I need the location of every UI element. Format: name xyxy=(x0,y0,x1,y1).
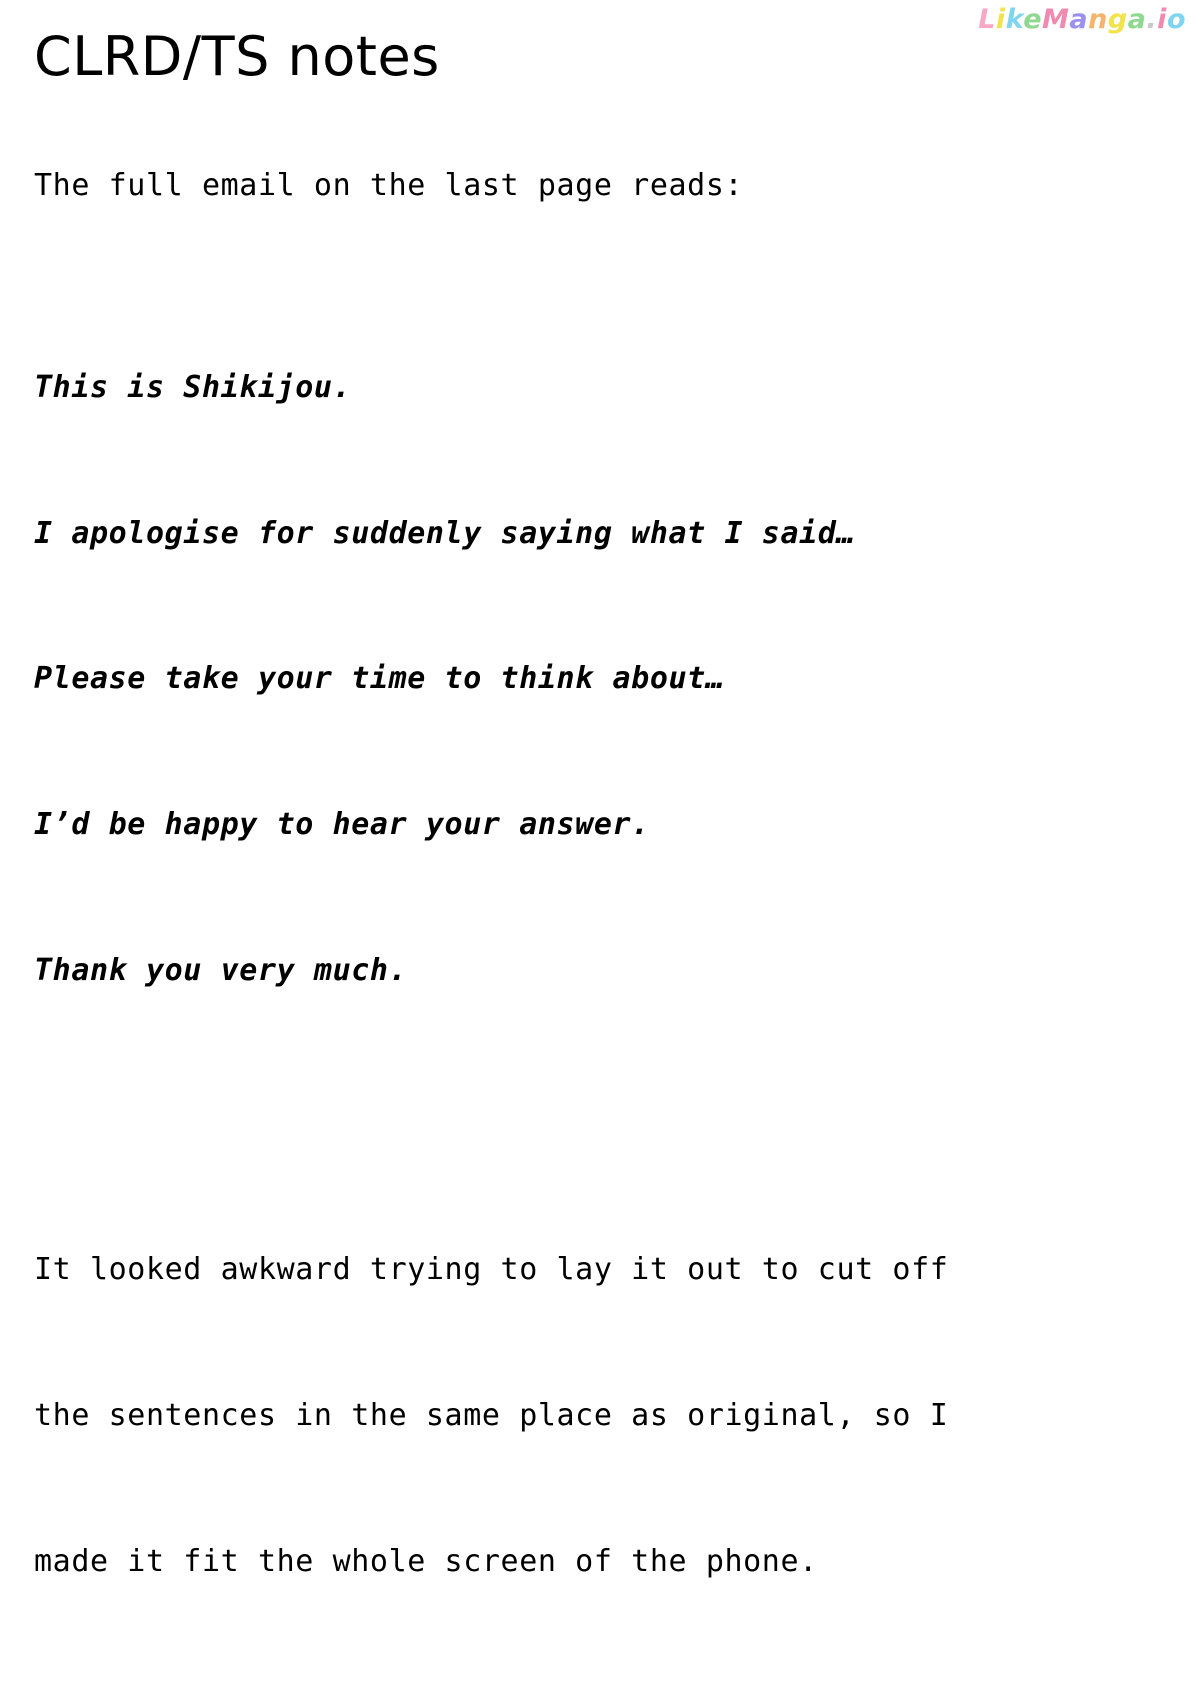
site-watermark: LikeManga.io xyxy=(978,4,1186,35)
closing-paragraph xyxy=(34,1149,1160,1684)
email-line: I’d be happy to hear your answer. xyxy=(34,807,650,843)
email-line: Thank you very much. xyxy=(34,953,408,988)
intro-paragraph: The full email on the last page reads: xyxy=(34,168,744,204)
email-line: This is Shikijou. xyxy=(34,369,352,405)
closing-line: It looked awkward trying to lay it out to cut off xyxy=(34,1251,949,1287)
email-quote xyxy=(34,267,1160,1093)
closing-line: made it fit the whole screen of the phone. xyxy=(34,1543,818,1579)
email-line: I apologise for suddenly saying what I said… xyxy=(34,515,856,551)
page-title: CLRD/TS notes xyxy=(34,25,440,88)
closing-line: the sentences in the same place as original, so I xyxy=(34,1397,949,1433)
email-line: Please take your time to think about… xyxy=(34,661,725,697)
